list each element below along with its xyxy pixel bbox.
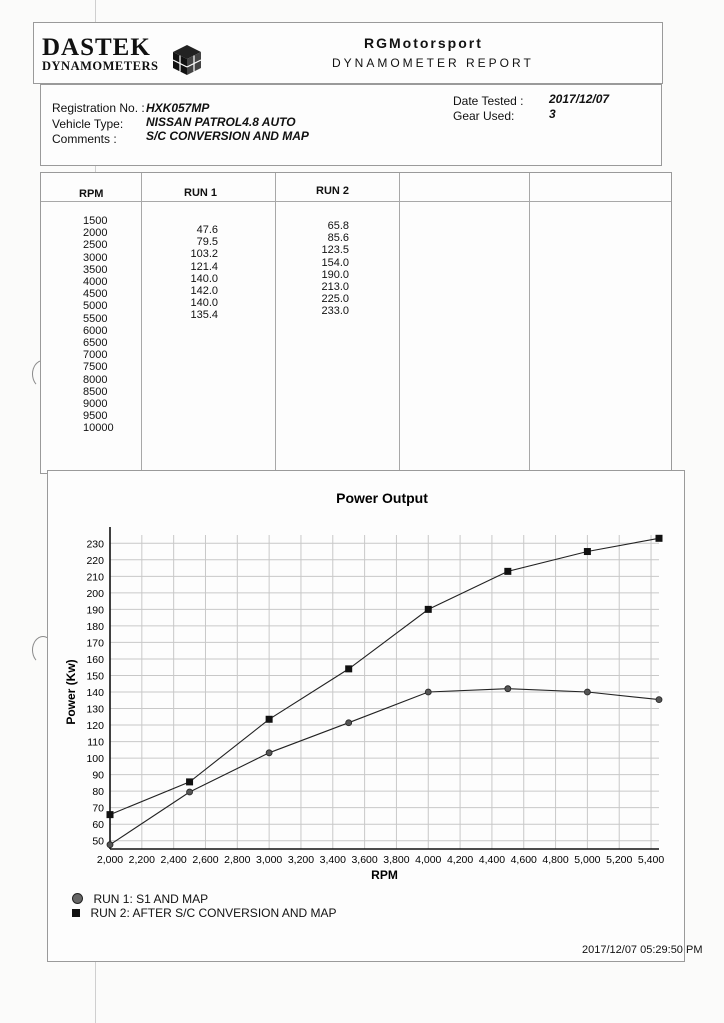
data-point-run2 — [186, 778, 193, 785]
comments-value: S/C CONVERSION AND MAP — [146, 129, 309, 143]
header-box — [33, 22, 663, 84]
x-tick-label: 2,600 — [192, 854, 219, 866]
x-tick-label: 2,400 — [160, 854, 187, 866]
rpm-cell: 4000 — [83, 276, 108, 289]
date-label: Date Tested : — [453, 94, 524, 108]
rpm-cell: 10000 — [83, 422, 114, 435]
x-tick-label: 4,000 — [415, 854, 442, 866]
x-tick-label: 3,400 — [319, 854, 346, 866]
run1-cell: 135.4 — [190, 309, 218, 322]
x-tick-label: 2,200 — [128, 854, 155, 866]
table-divider — [275, 173, 276, 473]
legend-item-run2 — [72, 904, 337, 922]
y-tick-label: 140 — [86, 687, 104, 699]
x-tick-label: 3,800 — [383, 854, 410, 866]
data-point-run2 — [107, 811, 114, 818]
vehicle-label: Vehicle Type: — [52, 117, 124, 131]
rpm-cell: 1500 — [83, 215, 108, 227]
table-divider — [141, 173, 142, 473]
data-point-run1 — [505, 686, 511, 692]
data-point-run2 — [266, 716, 273, 723]
y-tick-label: 60 — [92, 819, 104, 832]
y-tick-label: 100 — [86, 753, 104, 766]
y-tick-label: 220 — [86, 554, 104, 567]
data-point-run2 — [425, 606, 432, 613]
y-axis-label: Power (Kw) — [64, 659, 78, 725]
y-tick-label: 90 — [92, 769, 104, 782]
data-point-run2 — [656, 535, 663, 542]
run2-cell: 233.0 — [321, 305, 349, 318]
run1-cell: 140.0 — [190, 272, 218, 285]
logo-sub-text: DYNAMOMETERS — [42, 59, 159, 73]
power-output-chart — [47, 470, 683, 960]
data-point-run1 — [425, 689, 431, 695]
x-tick-label: 5,200 — [606, 854, 633, 866]
x-tick-label: 4,800 — [542, 854, 569, 866]
y-tick-label: 170 — [86, 637, 104, 650]
col-header-rpm: RPM — [79, 188, 104, 200]
rpm-cell: 2000 — [83, 227, 108, 240]
logo-cube-icon — [170, 43, 204, 77]
x-axis-label: RPM — [371, 868, 398, 882]
data-point-run2 — [345, 665, 352, 672]
rpm-cell: 7000 — [83, 349, 108, 362]
footer-timestamp: 2017/12/07 05:29:50 PM — [582, 944, 703, 956]
rpm-cell: 7500 — [83, 361, 108, 374]
y-tick-label: 180 — [86, 620, 104, 633]
dastek-logo — [42, 34, 159, 73]
y-tick-label: 80 — [92, 786, 104, 799]
run2-cell: 213.0 — [321, 281, 349, 294]
y-tick-label: 110 — [87, 736, 104, 749]
run2-cell: 154.0 — [321, 256, 349, 269]
series-line-run2 — [110, 538, 659, 814]
series-line-run1 — [110, 689, 659, 845]
rpm-cell: 3000 — [83, 251, 108, 264]
gear-label: Gear Used: — [453, 109, 515, 123]
x-tick-label: 4,200 — [446, 854, 474, 866]
y-tick-label: 50 — [92, 835, 104, 848]
gear-value: 3 — [549, 107, 556, 121]
registration-value: HXK057MP — [146, 101, 210, 115]
y-tick-label: 210 — [86, 571, 104, 584]
run2-column — [311, 220, 349, 318]
x-tick-label: 5,400 — [637, 854, 665, 866]
table-divider — [529, 173, 530, 473]
logo-main-text: DASTEK — [42, 34, 151, 61]
x-tick-label: 2,000 — [96, 854, 124, 866]
vehicle-value: NISSAN PATROL4.8 AUTO — [146, 115, 296, 129]
table-divider — [399, 173, 400, 473]
y-tick-label: 120 — [86, 720, 104, 733]
y-tick-label: 190 — [86, 604, 104, 617]
comments-label: Comments : — [52, 132, 117, 146]
run2-cell: 65.8 — [327, 220, 349, 232]
rpm-cell: 9500 — [83, 410, 108, 423]
legend-label-run1: RUN 1: S1 AND MAP — [93, 891, 209, 906]
data-point-run1 — [187, 789, 193, 795]
run2-cell: 123.5 — [321, 244, 349, 257]
data-point-run1 — [346, 720, 352, 726]
legend-square-icon — [72, 909, 80, 917]
data-point-run2 — [584, 548, 591, 555]
x-tick-label: 2,800 — [224, 854, 251, 866]
x-tick-label: 3,600 — [351, 854, 378, 866]
rpm-cell: 2500 — [83, 239, 108, 252]
x-tick-label: 3,200 — [287, 854, 315, 866]
run1-cell: 103.2 — [190, 248, 218, 261]
rpm-cell: 8000 — [83, 373, 108, 386]
rpm-cell: 8500 — [83, 385, 108, 398]
x-tick-label: 4,400 — [478, 854, 506, 866]
x-tick-label: 4,600 — [510, 854, 537, 866]
rpm-cell: 6000 — [83, 324, 108, 337]
legend-circle-icon — [72, 893, 83, 904]
run1-cell: 79.5 — [196, 236, 218, 249]
rpm-cell: 5000 — [83, 300, 108, 313]
chart-title: Power Output — [336, 490, 428, 506]
registration-label: Registration No. : — [52, 101, 145, 115]
y-tick-label: 200 — [86, 587, 104, 600]
data-point-run2 — [504, 568, 511, 575]
run1-cell: 47.6 — [196, 224, 218, 236]
col-header-run2: RUN 2 — [316, 185, 350, 197]
run1-cell: 140.0 — [190, 297, 218, 310]
y-tick-label: 70 — [92, 802, 104, 815]
run1-cell: 121.4 — [190, 260, 218, 273]
run2-cell: 85.6 — [327, 232, 349, 245]
y-tick-label: 160 — [86, 653, 104, 666]
data-point-run1 — [266, 750, 272, 756]
run1-cell: 142.0 — [190, 285, 218, 298]
y-tick-label: 130 — [86, 703, 104, 716]
rpm-cell: 5500 — [83, 312, 108, 325]
table-header-rule — [41, 201, 671, 202]
x-tick-label: 3,000 — [255, 854, 283, 866]
rpm-cell: 6500 — [83, 337, 108, 350]
data-table — [40, 172, 672, 474]
data-point-run1 — [107, 842, 113, 848]
info-box — [40, 84, 662, 166]
y-tick-label: 150 — [86, 670, 104, 683]
rpm-cell: 3500 — [83, 263, 108, 276]
run1-column — [180, 224, 218, 322]
col-header-run1: RUN 1 — [184, 187, 218, 199]
data-point-run1 — [584, 689, 590, 695]
data-point-run1 — [656, 697, 662, 703]
report-title: DYNAMOMETER REPORT — [332, 56, 534, 70]
company-name: RGMotorsport — [364, 35, 483, 51]
run2-cell: 190.0 — [321, 268, 349, 281]
rpm-column — [83, 215, 114, 435]
run2-cell: 225.0 — [321, 293, 349, 306]
x-tick-label: 5,000 — [574, 854, 601, 866]
date-value: 2017/12/07 — [549, 92, 610, 106]
rpm-cell: 9000 — [83, 398, 108, 411]
legend-label-run2: RUN 2: AFTER S/C CONVERSION AND MAP — [90, 905, 337, 920]
rpm-cell: 4500 — [83, 288, 108, 301]
y-tick-label: 230 — [86, 538, 104, 551]
